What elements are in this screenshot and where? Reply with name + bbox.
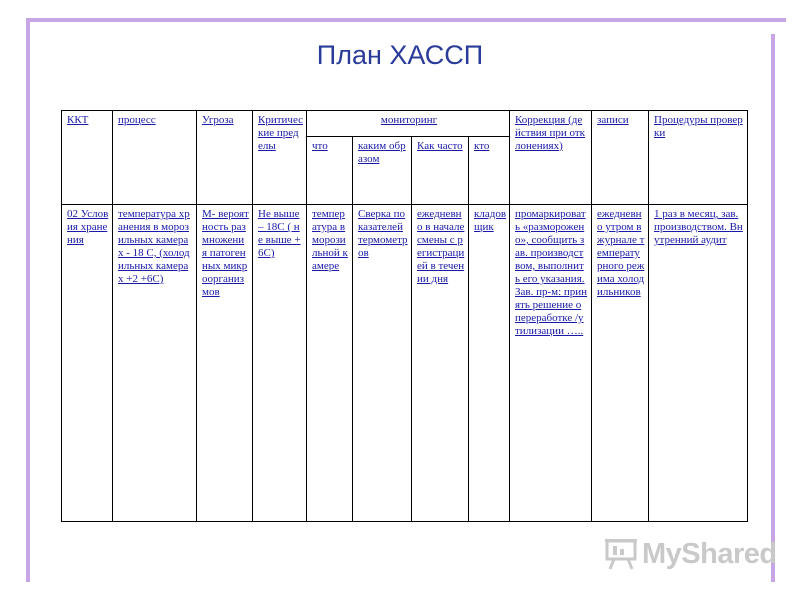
haccp-plan-table: [61, 110, 748, 522]
header-process[interactable]: процесс: [113, 111, 197, 205]
cell-records[interactable]: ежедневно утром в журнале температурного режима холодильников: [592, 205, 649, 522]
header-verification[interactable]: Процедуры проверки: [649, 111, 748, 205]
cell-kkt[interactable]: 02 Условия хранения: [62, 205, 113, 522]
header-how-often[interactable]: Как часто: [412, 137, 469, 205]
left-accent-bar: [26, 22, 30, 582]
cell-what[interactable]: температура в морозильной камере: [307, 205, 353, 522]
slide-title: План ХАССП: [316, 40, 484, 70]
cell-who[interactable]: кладовщик: [469, 205, 510, 522]
header-how[interactable]: каким образом: [353, 137, 412, 205]
watermark: [604, 536, 777, 572]
cell-correction[interactable]: промаркировать «разморожено», сообщить зав. производством, выполнить его указания. Зав. пр-м: принять решение о переработке /утилизации …..: [510, 205, 592, 522]
header-who[interactable]: кто: [469, 137, 510, 205]
header-records[interactable]: записи: [592, 111, 649, 205]
header-monitoring[interactable]: мониторинг: [307, 111, 510, 137]
watermark-text: MyShared: [642, 537, 777, 570]
cell-critical-limits[interactable]: Не выше – 18С ( не выше +6С): [253, 205, 307, 522]
right-accent-bar: [771, 34, 775, 582]
cell-threat[interactable]: М- вероятность размножения патогенных микроорганизмов: [197, 205, 253, 522]
cell-how-often[interactable]: ежедневно в начале смены с регистрацией в течении дня: [412, 205, 469, 522]
header-kkt[interactable]: ККТ: [62, 111, 113, 205]
top-accent-bar: [26, 18, 786, 22]
cell-verification[interactable]: 1 раз в месяц, зав. производством. Внутренний аудит: [649, 205, 748, 522]
header-critical-limits[interactable]: Критические пределы: [253, 111, 307, 205]
presentation-board-icon: [604, 538, 638, 570]
cell-process[interactable]: температура хранения в морозильных камерах - 18 С, (холодильных камерах +2 +6С): [113, 205, 197, 522]
header-threat[interactable]: Угроза: [197, 111, 253, 205]
cell-how[interactable]: Сверка показателей термометров: [353, 205, 412, 522]
header-correction[interactable]: Коррекция (действия при отклонениях): [510, 111, 592, 205]
header-what[interactable]: что: [307, 137, 353, 205]
